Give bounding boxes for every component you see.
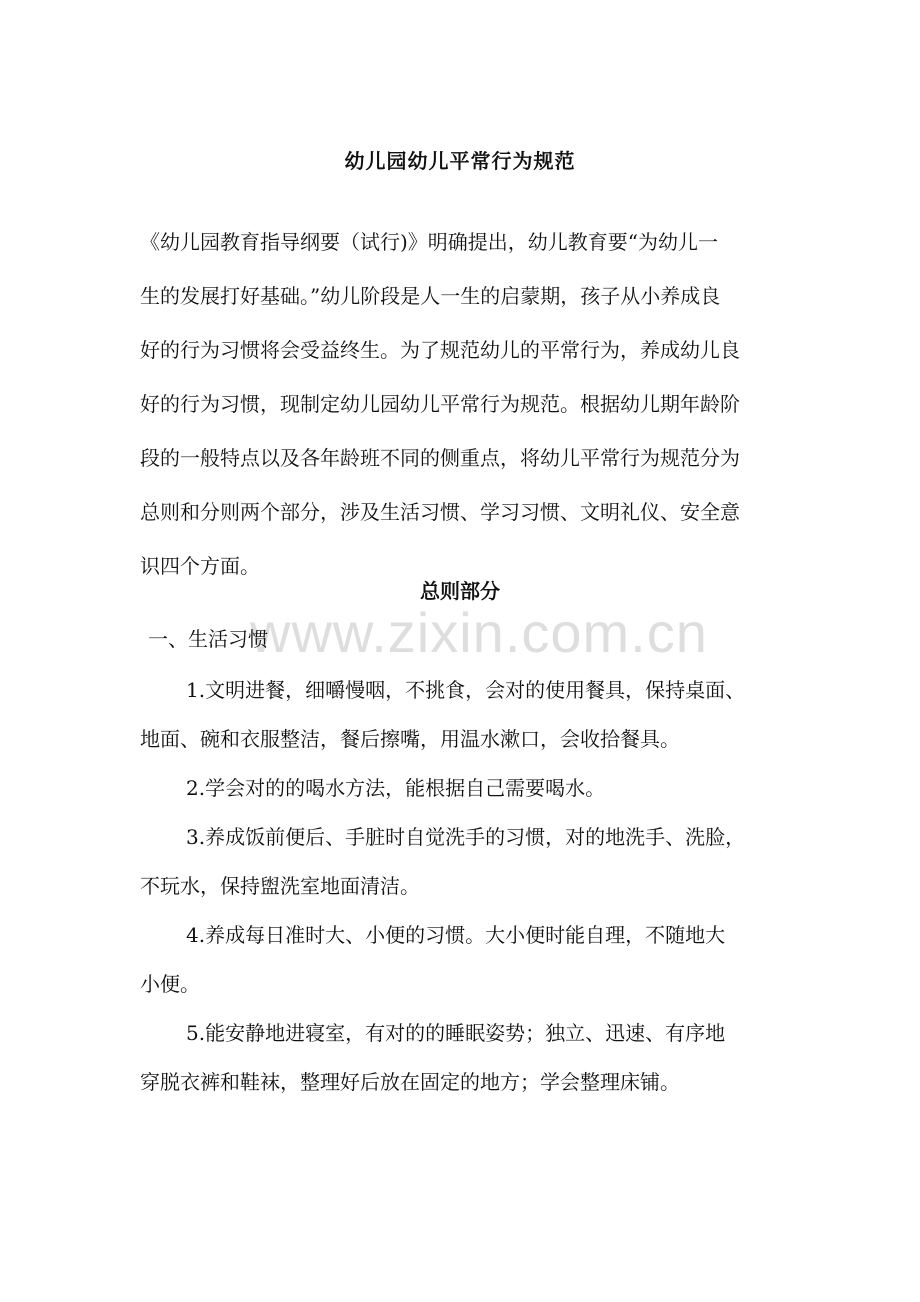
rule-line: 4.养成每日准时大、小便的习惯。大小便时能自理，不随地大: [186, 923, 726, 947]
rule-line: 地面、碗和衣服整洁，餐后擦嘴，用温水漱口，会收拾餐具。: [140, 727, 680, 751]
intro-line: 《幼儿园教育指导纲要（试行)》明确提出，幼儿教育要“为幼儿一: [140, 230, 719, 254]
rule-list: [140, 666, 810, 1107]
rule-item: [140, 813, 810, 911]
rule-line: 小便。: [140, 972, 200, 996]
rule-line: 1.文明进餐，细嚼慢咽，不挑食，会对的使用餐具，保持桌面、: [186, 678, 746, 702]
rule-line: 3.养成饭前便后、手脏时自觉洗手的习惯，对的地洗手、洗脸，: [186, 825, 746, 849]
intro-line: 段的一般特点以及各年龄班不同的侧重点，将幼儿平常行为规范分为: [140, 446, 740, 470]
rule-line: 2.学会对的的喝水方法，能根据自己需要喝水。: [186, 776, 606, 800]
intro-line: 生的发展打好基础。”幼儿阶段是人一生的启蒙期，孩子从小养成良: [140, 284, 721, 308]
subheading-life-habits: 一、生活习惯: [148, 627, 268, 651]
intro-line: 总则和分则两个部分，涉及生活习惯、学习习惯、文明礼仪、安全意: [140, 500, 740, 524]
rule-line: 不玩水，保持盥洗室地面清洁。: [140, 874, 420, 898]
intro-line: 识四个方面。: [140, 554, 260, 578]
rule-item: [140, 666, 810, 764]
intro-line: 好的行为习惯将会受益终生。为了规范幼儿的平常行为，养成幼儿良: [140, 338, 740, 362]
rule-item: [140, 764, 810, 813]
rule-line: 穿脱衣裤和鞋袜，整理好后放在固定的地方；学会整理床铺。: [140, 1070, 680, 1094]
rule-item: [140, 911, 810, 1009]
rule-item: [140, 1009, 810, 1107]
page-title: 幼儿园幼儿平常行为规范: [344, 149, 576, 173]
intro-paragraph: [140, 215, 800, 593]
section-heading: 总则部分: [420, 579, 500, 603]
rule-line: 5.能安静地进寝室，有对的的睡眠姿势；独立、迅速、有序地: [186, 1021, 726, 1045]
watermark-text: www.zixin.com.cn: [250, 601, 708, 664]
intro-line: 好的行为习惯，现制定幼儿园幼儿平常行为规范。根据幼儿期年龄阶: [140, 392, 740, 416]
